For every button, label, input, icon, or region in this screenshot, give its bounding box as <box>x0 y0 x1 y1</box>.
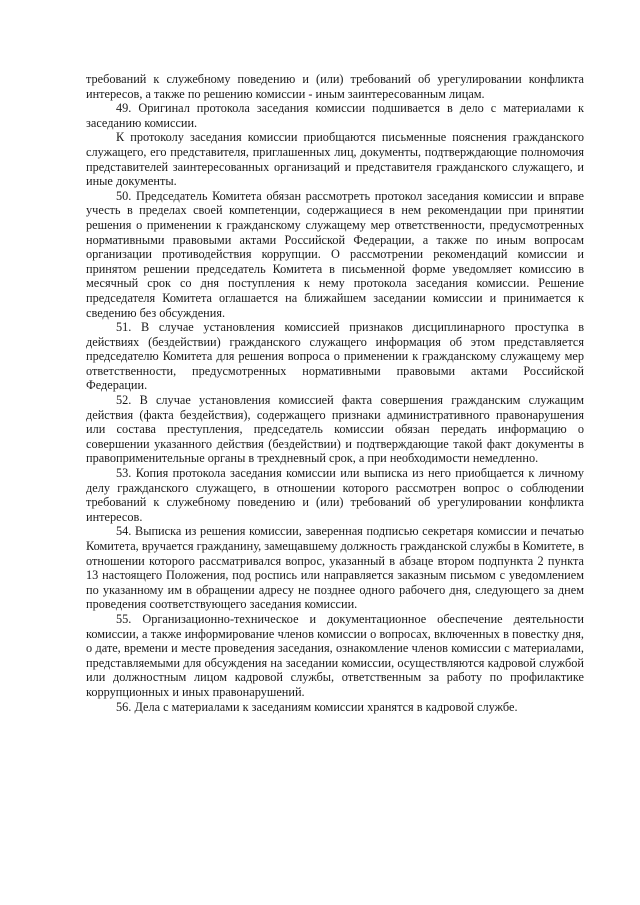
document-page <box>86 72 584 714</box>
paragraph-55: 55. Организационно-техническое и документационное обеспечение деятельности комиссии, а также информирование членов комиссии о вопросах, включенных в повестку дня, о дате, времени и месте проведения заседания, ознакомление членов комиссии с материалами, представляемыми для обсуждения на заседании комиссии, осуществляются кадровой службой или должностным лицом кадровой службы, ответственным за работу по профилактике коррупционных и иных правонарушений. <box>86 611 584 699</box>
paragraph-50: 50. Председатель Комитета обязан рассмотреть протокол заседания комиссии и вправе учесть в пределах своей компетенции, содержащиеся в нем рекомендации при принятии решения о применении к гражданскому служащему мер ответственности, предусмотренных нормативными правовыми актами Российской Федерации, а также по иным вопросам организации противодействия коррупции. О рассмотрении рекомендаций комиссии и принятом решении председатель Комитета в письменной форме уведомляет комиссию в месячный срок со дня поступления к нему протокола заседания комиссии. Решение председателя Комитета оглашается на ближайшем заседании комиссии и принимается к сведению без обсуждения. <box>86 188 584 320</box>
paragraph-continuation: требований к служебному поведению и (или) требований об урегулировании конфликта интересов, а также по решению комиссии - иным заинтересованным лицам. <box>86 72 584 101</box>
paragraph-49: 49. Оригинал протокола заседания комиссии подшивается в дело с материалами к заседанию комиссии. <box>86 101 584 130</box>
paragraph-51: 51. В случае установления комиссией признаков дисциплинарного проступка в действиях (бездействии) гражданского служащего информация об этом представляется председателю Комитета для решения вопроса о применении к гражданскому служащему мер ответственности, предусмотренных нормативными правовыми актами Российской Федерации. <box>86 320 584 393</box>
paragraph-56: 56. Дела с материалами к заседаниям комиссии хранятся в кадровой службе. <box>116 699 518 714</box>
paragraph-52: 52. В случае установления комиссией факта совершения гражданским служащим действия (факта бездействия), содержащего признаки административного правонарушения или состава преступления, председатель комиссии обязан передать информацию о совершении указанного действия (бездействии) и подтверждающие такой факт документы в правоприменительные органы в трехдневный срок, а при необходимости немедленно. <box>86 393 584 466</box>
paragraph-protocol-attachments: К протоколу заседания комиссии приобщаются письменные пояснения гражданского служащего, его представителя, приглашенных лиц, документы, подтверждающие полномочия представителей заинтересованных организаций и представителя гражданского служащего, и иные документы. <box>86 130 584 189</box>
paragraph-53: 53. Копия протокола заседания комиссии или выписка из него приобщается к личному делу гражданского служащего, в отношении которого рассмотрен вопрос о соблюдении требований к служебному поведению и (или) требований об урегулировании конфликта интересов. <box>86 466 584 524</box>
paragraph-54: 54. Выписка из решения комиссии, заверенная подписью секретаря комиссии и печатью Комитета, вручается гражданину, замещавшему должность гражданской службы в Комитете, в отношении которого рассматривался вопрос, указанный в абзаце втором подпункта 2 пункта 13 настоящего Положения, под роспись или направляется заказным письмом с уведомлением по указанному им в обращении адресу не позднее одного рабочего дня, следующего за днем проведения соответствующего заседания комиссии. <box>86 524 584 612</box>
